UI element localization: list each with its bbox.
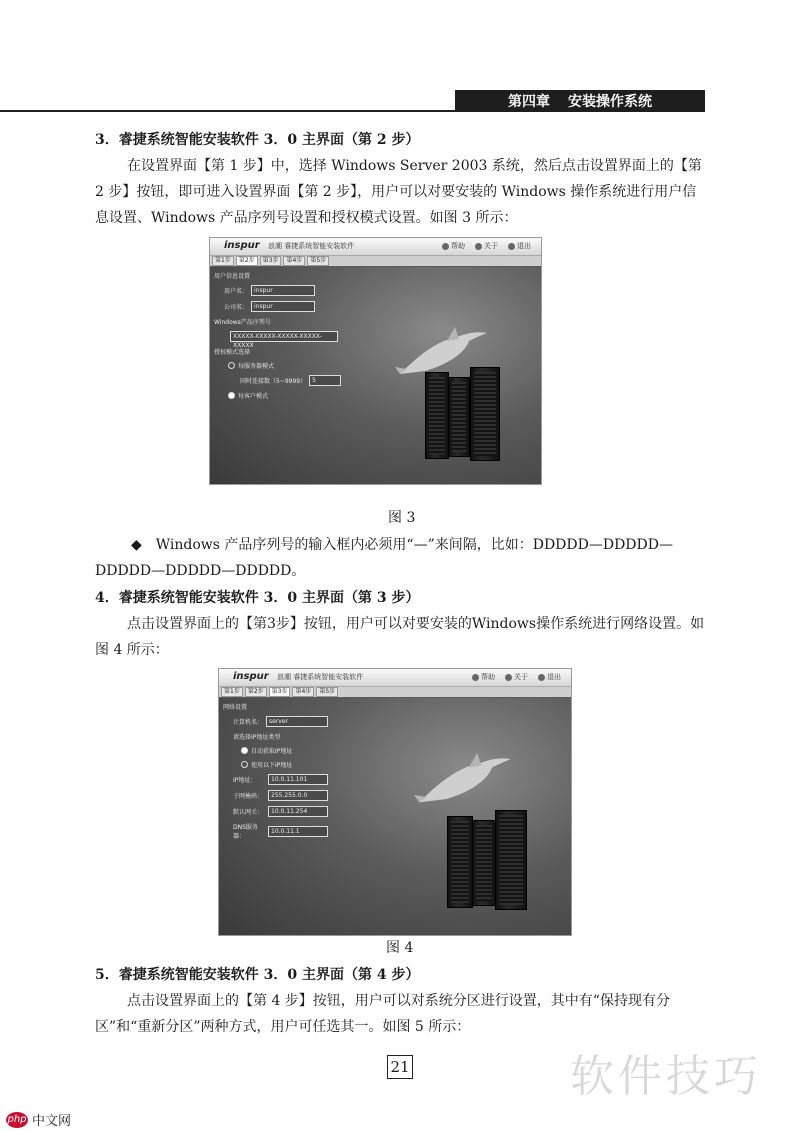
- help-icon: [472, 674, 479, 681]
- app-body: [219, 698, 571, 935]
- chapter-number: 第四章: [508, 94, 550, 110]
- exit-button[interactable]: 退出: [508, 241, 531, 251]
- section-5-heading: 5．睿捷系统智能安装软件 3．0 主界面（第 4 步）: [95, 967, 420, 983]
- computer-name-label: 计算机名：: [233, 719, 264, 726]
- server-rack-image: [472, 820, 496, 906]
- app-title: 浪潮 睿捷系统智能安装软件: [277, 673, 364, 681]
- power-icon: [538, 674, 545, 681]
- user-label: 用户名：: [224, 288, 249, 295]
- org-label: 公司名：: [224, 304, 249, 311]
- watermark: 软件技巧: [570, 1051, 762, 1102]
- inspur-logo: inspur: [224, 240, 260, 251]
- chapter-header: [455, 90, 705, 112]
- help-icon: [442, 243, 449, 250]
- serial-label: Windows产品序列号: [214, 319, 271, 326]
- tab-step-5[interactable]: 第5步: [307, 256, 329, 266]
- license-mode-label: 授权模式选择: [214, 349, 251, 356]
- tab-step-4[interactable]: 第4步: [292, 687, 314, 697]
- site-logo-text: 中文网: [32, 1114, 72, 1129]
- figure-3-caption: 图 3: [388, 510, 416, 526]
- server-rack-image: [448, 377, 470, 457]
- dolphin-image: [414, 744, 514, 808]
- per-seat-label: 每客户模式: [238, 393, 269, 400]
- figure-4-screenshot: [218, 668, 572, 936]
- tab-step-1[interactable]: 第1步: [221, 687, 243, 697]
- computer-name-input[interactable]: server: [266, 716, 328, 727]
- app-body: [210, 267, 541, 484]
- about-button[interactable]: 关于: [475, 241, 498, 251]
- serial-format-note: ◆ Windows 产品序列号的输入框内必须用“—”来间隔，比如：DDDDD—DDDDD—DDDDD—DDDDD—DDDDD。: [95, 537, 673, 579]
- user-name-input[interactable]: inspur: [251, 285, 315, 296]
- per-server-radio[interactable]: [228, 362, 235, 369]
- section-4-body: 点击设置界面上的【第3步】按钮，用户可以对要安装的Windows操作系统进行网络设置。如图 4 所示：: [95, 616, 705, 658]
- tab-step-5[interactable]: 第5步: [316, 687, 338, 697]
- exit-button[interactable]: 退出: [538, 672, 561, 682]
- network-form: [223, 702, 328, 845]
- subnet-mask-input[interactable]: 255.255.0.0: [268, 790, 328, 801]
- org-name-input[interactable]: inspur: [251, 301, 315, 312]
- auto-ip-label: 自动获取IP地址: [251, 748, 293, 755]
- server-rack-image: [425, 372, 449, 459]
- tab-step-2[interactable]: 第2步: [245, 687, 267, 697]
- section-4-heading: 4．睿捷系统智能安装软件 3．0 主界面（第 3 步）: [95, 590, 420, 606]
- section-5-body: 点击设置界面上的【第 4 步】按钮，用户可以对系统分区进行设置，其中有“保持现有分区”和“重新分区”两种方式，用户可任选其一。如图 5 所示：: [95, 993, 670, 1035]
- app-title: 浪潮 睿捷系统智能安装软件: [268, 242, 355, 250]
- tab-step-3[interactable]: 第3步: [269, 687, 291, 697]
- per-seat-radio[interactable]: [228, 392, 235, 399]
- serial-input[interactable]: XXXXX-XXXXX-XXXXX-XXXXX-XXXXX: [230, 331, 338, 342]
- auto-ip-radio[interactable]: [241, 747, 248, 754]
- info-icon: [505, 674, 512, 681]
- manual-ip-label: 使用以下IP地址: [251, 762, 293, 769]
- section-3-heading: 3．睿捷系统智能安装软件 3．0 主界面（第 2 步）: [95, 132, 420, 148]
- power-icon: [508, 243, 515, 250]
- ip-address-input[interactable]: 10.0.11.101: [268, 774, 328, 785]
- tab-step-3[interactable]: 第3步: [260, 256, 282, 266]
- dns-server-input[interactable]: 10.0.11.1: [268, 826, 328, 837]
- manual-ip-radio[interactable]: [241, 761, 248, 768]
- step-tabs: [210, 256, 541, 266]
- app-titlebar: [210, 238, 541, 256]
- help-button[interactable]: 帮助: [442, 241, 465, 251]
- info-icon: [475, 243, 482, 250]
- page-number: 21: [387, 1055, 413, 1079]
- figure-3-screenshot: [209, 237, 542, 485]
- per-server-label: 每服务器模式: [238, 363, 275, 370]
- subnet-mask-label: 子网掩码：: [233, 793, 264, 800]
- figure-4-caption: 图 4: [386, 940, 414, 956]
- ip-label: IP地址：: [233, 777, 257, 784]
- tab-step-1[interactable]: 第1步: [212, 256, 234, 266]
- server-rack-image: [495, 810, 527, 910]
- tab-step-4[interactable]: 第4步: [283, 256, 305, 266]
- connections-input[interactable]: 5: [309, 375, 341, 386]
- server-rack-image: [470, 367, 500, 461]
- section-3-body: 在设置界面【第 1 步】中，选择 Windows Server 2003 系统，然后点击设置界面上的【第 2 步】按钮，即可进入设置界面【第 2 步】，用户可以对要安装的 Windows 操作系统进行用户信息设置、Windows 产品序列号设置和授权模式设置。如图 3 所示：: [95, 158, 702, 226]
- inspur-logo: inspur: [233, 671, 269, 682]
- gateway-input[interactable]: 10.0.11.254: [268, 806, 328, 817]
- help-button[interactable]: 帮助: [472, 672, 495, 682]
- chapter-title: 安装操作系统: [568, 94, 652, 110]
- step-tabs: [219, 687, 571, 697]
- server-rack-image: [447, 816, 473, 908]
- gateway-label: 默认网关：: [233, 809, 264, 816]
- site-logo: [6, 1110, 71, 1129]
- form-section-title: 用户信息设置: [214, 273, 251, 280]
- php-logo-icon: php: [6, 1112, 28, 1128]
- app-titlebar: [219, 669, 571, 687]
- form-section-title: 网络设置: [223, 704, 248, 711]
- about-button[interactable]: 关于: [505, 672, 528, 682]
- tab-step-2[interactable]: 第2步: [236, 256, 258, 266]
- ip-mode-label: 请选择IP地址类型: [233, 734, 281, 741]
- user-info-form: [214, 271, 341, 405]
- dns-label: DNS服务器：: [233, 824, 258, 840]
- connections-label: 同时连接数（5~9999）: [240, 378, 307, 385]
